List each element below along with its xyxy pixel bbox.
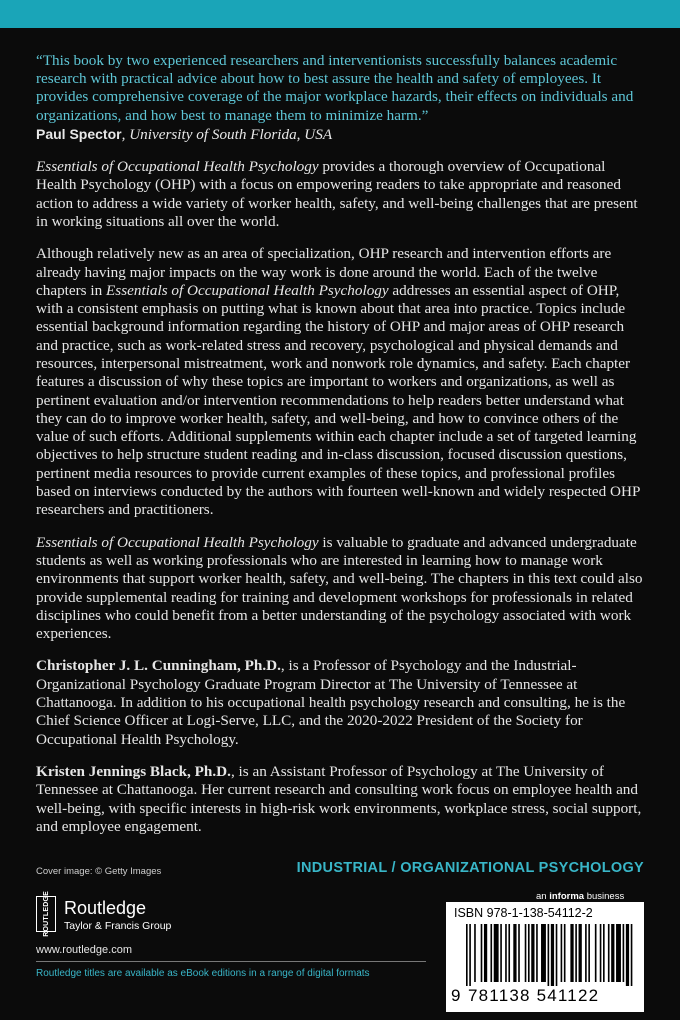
informa-suffix: business <box>584 891 625 902</box>
logo-lettering: ROUTLEDGE <box>42 891 50 937</box>
isbn-number: ISBN 978-1-138-54112-2 <box>454 906 593 920</box>
author-bio-1 <box>36 657 648 748</box>
description-1-text: provides a thorough overview of Occupational Health Psychology (OHP) with a focus on empowering readers to take appropriate and reasoned action to address a wide variety of worker health, safety, and well-being challenges that are present in working situations all over the world. <box>36 158 638 230</box>
informa-business-note <box>536 891 624 902</box>
routledge-logo-icon <box>36 891 56 937</box>
isbn-barcode <box>446 902 644 1012</box>
publisher-group: Taylor & Francis Group <box>64 920 172 932</box>
back-cover-text <box>36 52 648 836</box>
cover-image-credit: Cover image: © Getty Images <box>36 866 162 877</box>
endorser-affiliation: , University of South Florida, USA <box>121 125 333 143</box>
book-title: Essentials of Occupational Health Psychology <box>106 281 389 299</box>
endorsement-quote: “This book by two experienced researchers and interventionists successfully balances academic research with practical advice about how to best assure the health and safety of employees. It provides comprehensive coverage of the major workplace hazards, their effects on individuals and organizations, and how best to manage them to minimize harm.” <box>36 52 634 124</box>
description-paragraph-3 <box>36 534 648 644</box>
description-2-after: addresses an essential aspect of OHP, with a consistent emphasis on putting what is known about that area into practice. Topics include essential background information regarding the history of OHP and major areas of OHP research and practice, such as work-related stress and recovery, psychological and physical demands and resources, interpersonal mistreatment, work and nonwork role dynamics, and safety. Each chapter features a discussion of why these topics are important to workers and organizations, as well as pertinent evaluation and/or intervention recommendations to help readers better understand what they can do to improve worker health, safety, and well-being, and how to convince others of the value of such efforts. Additional supplements within each chapter include a set of targeted learning objectives to help structure student reading and in-class discussion, focused discussion questions, pertinent media resources to provide current examples of these topics, and professional profiles based on interviews conducted by the authors with fourteen well-known and widely respected OHP researchers and practitioners. <box>36 281 640 519</box>
informa-brand: informa <box>549 891 585 902</box>
book-title: Essentials of Occupational Health Psychology <box>36 158 319 176</box>
description-2-before: Although relatively new as an area of specialization, OHP research and intervention efforts are already having major impacts on the way work is done around the world. Each of the twelve chapters in <box>36 245 612 299</box>
endorser-name: Paul Spector <box>36 125 122 142</box>
author-2-name: Kristen Jennings Black, Ph.D. <box>36 762 231 780</box>
author-1-bio: , is a Professor of Psychology and the Industrial-Organizational Psychology Graduate Program Director at The University of Tennessee at Chattanooga. In addition to his occupational health psychology research and consulting, he is the Chief Science Officer at Logi-Serve, LLC, and the 2020-2022 President of the Society for Occupational Health Psychology. <box>36 657 626 748</box>
top-accent-bar <box>0 0 680 28</box>
publisher-name: Routledge <box>64 898 147 918</box>
author-2-bio: , is an Assistant Professor of Psychology at The University of Tennessee at Chattanooga. Her current research and consulting work focus on employee health and well-being, with specific interests in high-risk work environments, workplace stress, social support, and employee engagement. <box>36 762 642 835</box>
barcode-first-digit: 9 <box>451 986 462 1005</box>
description-paragraph-2 <box>36 245 648 519</box>
footer-divider <box>36 961 426 962</box>
description-3-text: is valuable to graduate and advanced undergraduate students as well as working professionals who are interested in learning how to manage work environments that support worker health, safety, and well-being. The chapters in this text could also provide supplemental reading for training and development workshops for professionals in related disciplines who could benefit from a better understanding of the psychology associated with work experiences. <box>36 533 643 643</box>
ebook-note: Routledge titles are available as eBook editions in a range of digital formats <box>36 968 370 979</box>
barcode-remaining-digits: 781138 541122 <box>468 986 600 1005</box>
subject-category: INDUSTRIAL / ORGANIZATIONAL PSYCHOLOGY <box>296 860 644 876</box>
author-1-name: Christopher J. L. Cunningham, Ph.D. <box>36 657 281 675</box>
author-bio-2 <box>36 763 648 836</box>
book-title: Essentials of Occupational Health Psychology <box>36 533 319 551</box>
description-paragraph-1 <box>36 158 648 231</box>
barcode-bars-icon <box>466 924 634 986</box>
informa-prefix: an <box>536 891 550 902</box>
endorsement-attribution <box>36 125 648 144</box>
cover-footer <box>0 858 680 1020</box>
publisher-website: www.routledge.com <box>36 944 132 956</box>
